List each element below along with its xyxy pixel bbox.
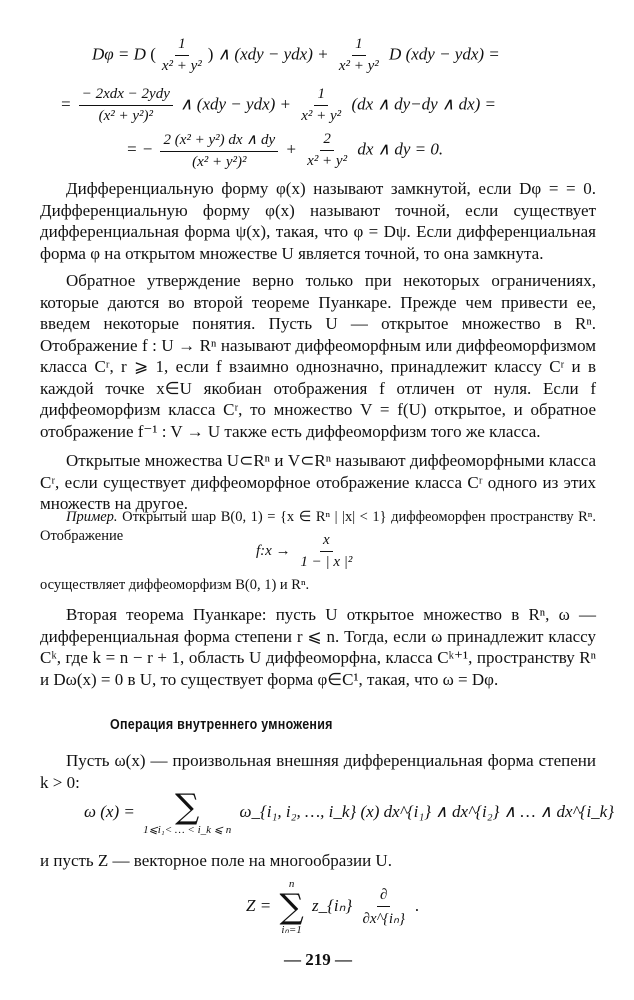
example-label: Пример. — [66, 509, 118, 525]
eq1-fraction-1 — [159, 36, 205, 75]
z-eq-end: . — [415, 895, 420, 915]
eq3-frac1-den: (x² + y²)² — [192, 154, 247, 170]
eq3-frac1-num: 2 (x² + y²) dx ∧ dy — [160, 130, 278, 152]
paragraph-diffeomorphism: Обратное утверждение верно только при некоторых ограничениях, которые даются во второй теореме Пуанкаре. Прежде чем привести ее, введем некоторые понятия. Пусть U — открытое множество в Rⁿ. Отображение f : U → Rⁿ называют диффеоморфным или диффеоморфизмом класса Cʳ, r ⩾ 1, если f взаимно однозначно, принадлежит классу Cʳ и в каждой точке x∈U якобиан отображения f отличен от нуля. Если f диффеоморфизм класса Cʳ, то множество V = f(U) открытое, и обратное отображение f⁻¹ : V → U также есть диффеоморфизм того же класса. — [40, 271, 596, 441]
eq1-frac2-num: 1 — [352, 36, 366, 56]
example-map-fraction — [297, 532, 355, 571]
eq3-mid: + — [285, 139, 297, 159]
eq1-frac1-den: x² + y² — [161, 58, 202, 74]
omega-eq-lhs: ω (x) = — [84, 801, 135, 821]
equation-line-3 — [126, 130, 443, 171]
paragraph-vector-field: и пусть Z — векторное поле на многообразии U. — [40, 851, 392, 870]
eq2-frac1-num: − 2xdx − 2ydy — [79, 86, 173, 106]
paragraph-closed-form: Дифференциальную форму φ(x) называют замкнутой, если Dφ = = 0. Дифференциальную форму φ(x) называют точной, если существует дифференциальная форма ψ(x), такая, что φ = Dψ. Если дифференциальная форма φ на открытом множестве U является точной, то она замкнута. — [40, 179, 596, 263]
z-frac-num: ∂ — [377, 887, 390, 907]
z-sum-sign: n ∑ iₙ=1 — [279, 878, 304, 936]
eq1-rhs: D (xdy − ydx) = — [389, 44, 500, 64]
omega-sum-lower: 1⩽i₁< … < i_k ⩽ n — [143, 824, 232, 836]
paragraph-diffeomorphic-sets: Открытые множества U⊂Rⁿ и V⊂Rⁿ называют диффеоморфными класса Cʳ, если существует диффеоморфное отображение класса Cʳ одного из этих множеств на другое. — [40, 451, 596, 513]
z-eq-lhs: Z = — [246, 895, 272, 915]
eq3-fraction-2 — [304, 131, 350, 170]
eq3-frac2-den: x² + y² — [307, 153, 348, 169]
paragraph-omega-form: Пусть ω(x) — произвольная внешняя дифференциальная форма степени k > 0: — [40, 751, 596, 792]
paragraph-poincare-theorem: Вторая теорема Пуанкаре: пусть U открытое множество в Rⁿ, ω — дифференциальная форма степени r ⩽ n. Тогда, если ω принадлежит классу Cᵏ, где k = n − r + 1, область U диффеоморфна, класса Cᵏ⁺¹, пространству Rⁿ и Dω(x) = 0 в U, то существует форма φ∈C¹, такая, что ω = Dφ. — [40, 605, 596, 689]
eq2-frac2-den: x² + y² — [301, 108, 342, 124]
example-text: Открытый шар B(0, 1) = {x ∈ Rⁿ | |x| < 1} диффеоморфен пространству Rⁿ. Отображение — [40, 509, 596, 544]
omega-eq-body: ω_{i₁, i₂, …, i_k} (x) dx^{i₁} ∧ dx^{i₂} ∧ … ∧ dx^{i_k} — [239, 801, 615, 821]
eq2-rhs: (dx ∧ dy−dy ∧ dx) = — [351, 94, 497, 114]
z-sum-upper: n — [288, 878, 295, 890]
example-map-den: 1 − | x |² — [300, 554, 353, 570]
z-sum-lower: iₙ=1 — [281, 924, 302, 936]
eq3-fraction-1 — [160, 130, 278, 171]
example-mapping — [256, 532, 358, 571]
example-map-lhs: f:x → — [256, 542, 291, 559]
equation-line-2 — [60, 86, 496, 125]
eq1-frac2-den: x² + y² — [338, 58, 379, 74]
section-heading: Операция внутреннего умножения — [110, 717, 333, 733]
z-eq-fraction — [359, 887, 408, 928]
eq1-frac1-num: 1 — [175, 36, 189, 56]
omega-sum-sign: ∑ 1⩽i₁< … < i_k ⩽ n — [143, 787, 232, 836]
eq2-frac1-den: (x² + y²)² — [98, 108, 153, 124]
z-equation — [246, 878, 419, 936]
eq2-fraction-1 — [79, 86, 173, 125]
eq3-lhs: = − — [126, 139, 154, 159]
eq2-frac2-num: 1 — [314, 86, 328, 106]
page-number: — 219 — — [284, 950, 352, 969]
eq1-fraction-2 — [336, 36, 382, 75]
omega-equation — [84, 787, 615, 836]
eq1-mid: ∧ (xdy − ydx) + — [217, 44, 329, 64]
example-after-text: осуществляет диффеоморфизм B(0, 1) и Rⁿ. — [40, 577, 310, 593]
z-eq-coef: z_{iₙ} — [311, 895, 353, 915]
example-map-num: x — [320, 532, 333, 552]
equation-line-1: Dφ = D ( $\frac{1}{\text{x² + y²}}$ ) ∧ (xdy − ydx) + $\frac{1}{\text{x² + y²}}$ D (xdy − ydx) = — [92, 36, 500, 74]
eq3-rhs: dx ∧ dy = 0. — [357, 139, 444, 159]
eq3-frac2-num: 2 — [320, 131, 334, 151]
eq1-lhs: Dφ = D — [92, 44, 146, 64]
eq2-mid: ∧ (xdy − ydx) + — [180, 94, 291, 114]
eq2-fraction-2 — [298, 86, 344, 125]
z-frac-den: ∂x^{iₙ} — [362, 910, 405, 927]
eq2-lhs: = — [60, 94, 72, 114]
